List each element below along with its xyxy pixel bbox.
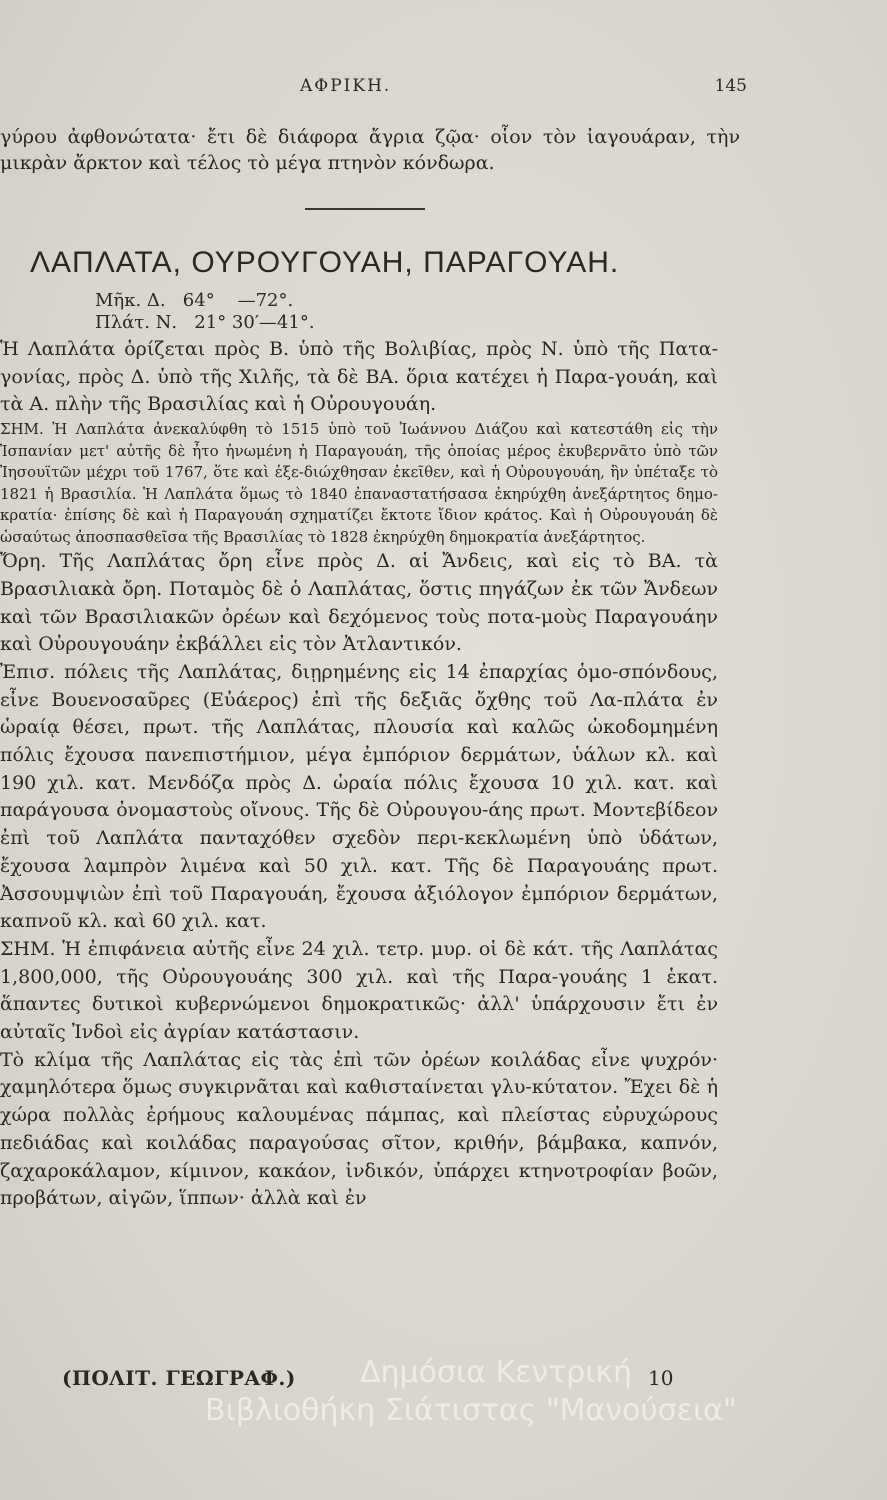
paragraph-borders: Ἡ Λαπλάτα ὁρίζεται πρὸς Β. ὑπὸ τῆς Βολιβίας, πρὸς Ν. ὑπὸ τῆς Πατα-γονίας, πρὸς Δ. ὑπὸ τῆς Χιλῆς, τὰ δὲ ΒΑ. ὅρια κατέχει ἡ Παρα-γουάη, καὶ τὰ Α. πλὴν τῆς Βρασιλίας καὶ ἡ Οὐρουγουάη.: [0, 338, 718, 416]
sheet-number: 10: [648, 1366, 674, 1390]
body-text: [0, 336, 718, 1213]
watermark-line1: Δημόσια Κεντρική: [360, 1355, 633, 1390]
paragraph-population-note: ΣΗΜ. Ἡ ἐπιφάνεια αὐτῆς εἶνε 24 χιλ. τετρ. μυρ. οἱ δὲ κάτ. τῆς Λαπλάτας 1,800,000, τῆς Οὐρουγουάης 300 χιλ. καὶ τῆς Παρα-γουάης 1 ἑκατ. ἅπαντες δυτικοὶ κυβερνώμενοι δημοκρατικῶς· ἀλλ' ὑπάρχουσιν ἔτι ἐν αὐταῖς Ἰνδοὶ εἰς ἀγρίαν κατάστασιν.: [0, 937, 718, 1044]
paragraph-history-note: ΣΗΜ. Ἡ Λαπλάτα ἀνεκαλύφθη τὸ 1515 ὑπὸ τοῦ Ἰωάννου Διάζου καὶ κατεστάθη εἰς τὴν Ἱσπανίαν μετ' αὐτῆς δὲ ἦτο ἡνωμένη ἡ Παραγουάη, τῆς ὁποίας μέρος ἐκυβερνᾶτο ὑπὸ τῶν Ἰησουϊτῶν μέχρι τοῦ 1767, ὅτε καὶ ἐξε-διώχθησαν ἐκεῖθεν, καὶ ἡ Οὐρουγουάη, ἣν ὑπέταξε τὸ 1821 ἡ Βρασιλία. Ἡ Λαπλάτα ὅμως τὸ 1840 ἐπαναστατήσασα ἐκηρύχθη ἀνεξάρτητος δημο-κρατία· ἐπίσης δὲ καὶ ἡ Παραγουάη σχηματίζει ἔκτοτε ἴδιον κράτος. Καὶ ἡ Οὐρουγουάη δὲ ὡσαύτως ἀποσπασθεῖσα τῆς Βρασιλίας τὸ 1828 ἐκηρύχθη δημοκρατία ἀνεξάρτητος.: [0, 420, 718, 546]
latitude-line: Πλάτ. Ν. 21° 30′—41°.: [95, 312, 315, 333]
page-footer: [0, 1366, 887, 1406]
paragraph-mountains: Ὄρη. Τῆς Λαπλάτας ὄρη εἶνε πρὸς Δ. αἱ Ἄνδεις, καὶ εἰς τὸ ΒΑ. τὰ Βρασιλιακὰ ὄρη. Ποταμὸς δὲ ὁ Λαπλάτας, ὅστις πηγάζων ἐκ τῶν Ἄνδεων καὶ τῶν Βρασιλιακῶν ὀρέων καὶ δεχόμενος τοὺς ποτα-μοὺς Παραγουάην καὶ Οὐρουγουάην ἐκβάλλει εἰς τὸν Ἀτλαντικόν.: [0, 550, 718, 656]
running-head: [0, 76, 887, 106]
paragraph-climate: Τὸ κλίμα τῆς Λαπλάτας εἰς τὰς ἐπὶ τῶν ὀρέων κοιλάδας εἶνε ψυχρόν· χαμηλότερα ὅμως συγκιρνᾶται καὶ καθισταίνεται γλυ-κύτατον. Ἔχει δὲ ἡ χώρα πολλὰς ἐρήμους καλουμένας πάμπας, καὶ πλείστας εὐρυχώρους πεδιάδας καὶ κοιλάδας παραγούσας σῖτον, κριθήν, βάμβακα, καπνόν, ζαχαροκάλαμον, κίμινον, κακάον, ἰνδικόν, ὑπάρχει κτηνοτροφίαν βοῶν, προβάτων, αἰγῶν, ἵππων· ἀλλὰ καὶ ἐν: [0, 1048, 718, 1210]
intro-text: γύρου ἀφθονώτατα· ἔτι δὲ διάφορα ἄγρια ζῷα· οἷον τὸν ἰαγουάραν, τὴν μικρὰν ἄρκτον καὶ τέλος τὸ μέγα πτηνὸν κόνδωρα.: [0, 126, 740, 174]
longitude-line: Μῆκ. Δ. 64° —72°.: [95, 290, 294, 311]
coordinates: [95, 290, 315, 334]
section-title: ΛΑΠΛΑΤΑ, ΟΥΡΟΥΓΟΥΑΗ, ΠΑΡΑΓΟΥΑΗ.: [30, 246, 620, 279]
page-number: 145: [714, 76, 747, 96]
watermark-line2: Βιβλιοθήκη Σιάτιστας "Μανούσεια": [205, 1393, 737, 1428]
intro-paragraph: [0, 124, 740, 176]
section-divider: [305, 208, 425, 210]
footer-signature: (ΠΟΛΙΤ. ΓΕΩΓΡΑΦ.): [62, 1366, 296, 1390]
running-head-title: ΑΦΡΙΚΗ.: [300, 76, 392, 96]
paragraph-cities: Ἐπισ. πόλεις τῆς Λαπλάτας, διῃρημένης εἰς 14 ἐπαρχίας ὁμο-σπόνδους, εἶνε Βουενοσαῦρες (Εὐάερος) ἐπὶ τῆς δεξιᾶς ὄχθης τοῦ Λα-πλάτα ἐν ὡραίᾳ θέσει, πρωτ. τῆς Λαπλάτας, πλουσία καὶ καλῶς ὠκοδομημένη πόλις ἔχουσα πανεπιστήμιον, μέγα ἐμπόριον δερμάτων, ὑάλων κλ. καὶ 190 χιλ. κατ. Μενδόζα πρὸς Δ. ὡραία πόλις ἔχουσα 10 χιλ. κατ. καὶ παράγουσα ὀνομαστοὺς οἴνους. Τῆς δὲ Οὐρουγου-άης πρωτ. Μοντεβίδεον ἐπὶ τοῦ Λαπλάτα πανταχόθεν σχεδὸν περι-κεκλωμένη ὑπὸ ὑδάτων, ἔχουσα λαμπρὸν λιμένα καὶ 50 χιλ. κατ. Τῆς δὲ Παραγουάης πρωτ. Ἀσσουμψιὼν ἐπὶ τοῦ Παραγουάη, ἔχουσα ἀξιόλογον ἐμπόριον δερμάτων, καπνοῦ κλ. καὶ 60 χιλ. κατ.: [0, 660, 718, 933]
